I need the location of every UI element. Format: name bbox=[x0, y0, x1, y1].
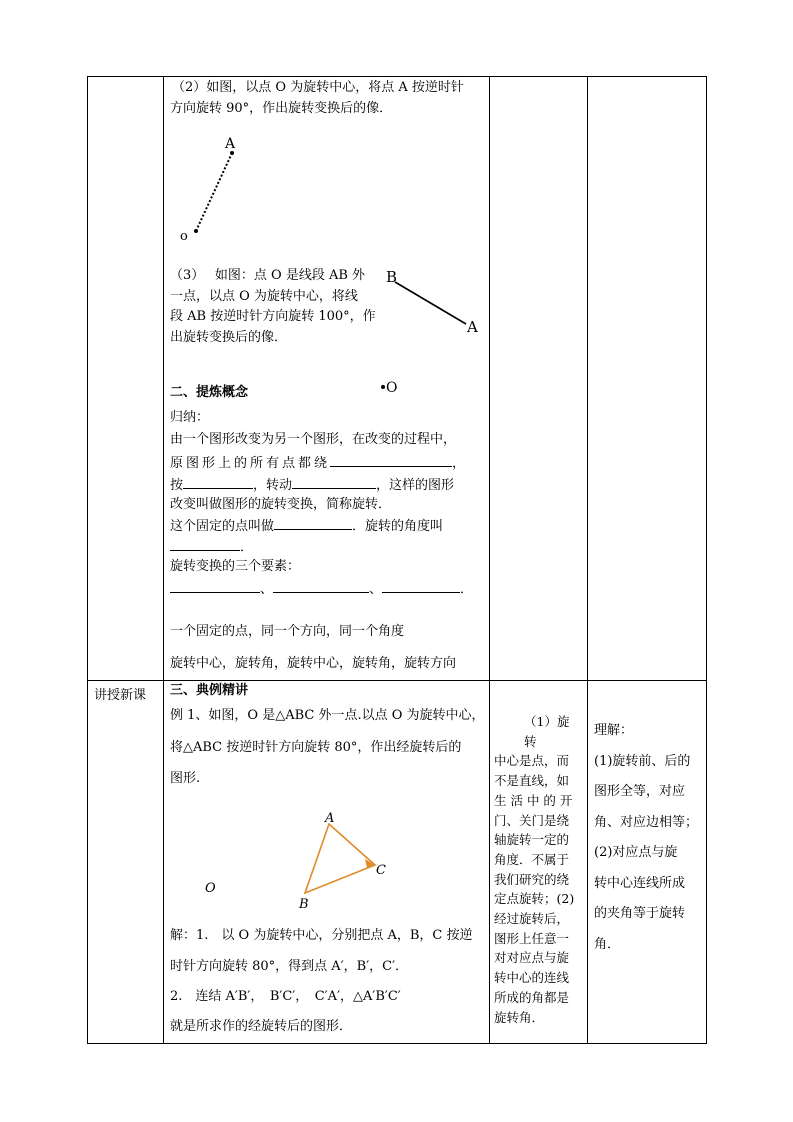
q2-line2: 方向旋转 90°，作出旋转变换后的像． bbox=[170, 101, 393, 116]
note-line: 中心是点，而 bbox=[494, 753, 570, 769]
fig3-label-C: C bbox=[376, 863, 386, 878]
def-line5-b: ．旋转的角度叫 bbox=[352, 519, 444, 534]
def-line6-end: ． bbox=[240, 540, 254, 555]
q3-line2: 一点，以点 O 为旋转中心，将线 bbox=[170, 289, 358, 304]
fig3-label-O: O bbox=[205, 881, 216, 896]
understanding-column bbox=[594, 716, 704, 960]
fig2-label-B: B bbox=[386, 268, 398, 286]
understanding-line: 理解： bbox=[594, 723, 634, 738]
q3-line1: （3） 如图：点 O 是线段 AB 外 bbox=[170, 268, 366, 283]
figure-triangle-ABC bbox=[195, 800, 405, 915]
understanding-line: (1)旋转前、后的 bbox=[594, 753, 691, 769]
understanding-line: 角． bbox=[594, 936, 621, 952]
def-line3-b: ，转动 bbox=[253, 478, 293, 493]
note-line: 门、关门是绕 bbox=[494, 812, 570, 828]
elements-blanks bbox=[170, 578, 473, 600]
blank-angle bbox=[292, 474, 376, 489]
def-line4: 改变叫做图形的旋转变换，简称旋转． bbox=[170, 497, 392, 512]
fig1-label-O: o bbox=[180, 229, 188, 244]
col-divider-3 bbox=[587, 77, 588, 1043]
induce-label: 归纳： bbox=[170, 410, 210, 425]
def-line5 bbox=[170, 515, 443, 537]
dotted-segment-OA bbox=[196, 153, 232, 231]
segment-AB bbox=[395, 282, 466, 324]
note-line: 定点旋转；(2) bbox=[494, 891, 575, 907]
note-line: 不是直线，如 bbox=[494, 773, 570, 789]
solution-line2: 时针方向旋转 80°，得到点 A′，B′，C′． bbox=[170, 959, 409, 974]
figure-segment-rotation bbox=[378, 262, 484, 397]
elements-end: ． bbox=[460, 582, 474, 597]
q2-line1: （2）如图，以点 O 为旋转中心，将点 A 按逆时针 bbox=[172, 80, 464, 95]
example-line3: 图形. bbox=[170, 771, 201, 786]
def-line1: 由一个图形改变为另一个图形，在改变的过程中， bbox=[170, 432, 457, 447]
def-line3 bbox=[170, 474, 454, 496]
blank-rotation-angle bbox=[170, 536, 240, 551]
example-heading: 三、典例精讲 bbox=[170, 683, 249, 698]
blank-element-1 bbox=[170, 578, 260, 593]
understanding-line: (2)对应点与旋 bbox=[594, 845, 678, 860]
fig2-point-O bbox=[381, 385, 385, 389]
note-line: 轴旋转一定的 bbox=[494, 832, 570, 848]
teaching-note-column bbox=[494, 712, 582, 1027]
answer-line2: 旋转中心，旋转角，旋转中心，旋转角，旋转方向 bbox=[170, 656, 457, 671]
example-line1: 例 1、如图，O 是△ABC 外一点.以点 O 为旋转中心， bbox=[170, 708, 485, 723]
fig3-label-A: A bbox=[325, 811, 335, 826]
note-line: 我们研究的绕 bbox=[494, 871, 570, 887]
note-line: 生 活 中 的 开 bbox=[494, 792, 573, 808]
note-line: 旋转角． bbox=[494, 1009, 545, 1025]
triangle-ABC bbox=[305, 824, 375, 893]
concept-heading: 二、提炼概念 bbox=[170, 385, 249, 400]
q3-line3: 段 AB 按逆时针方向旋转 100°，作 bbox=[170, 309, 376, 324]
note-line: 对对应点与旋 bbox=[494, 950, 570, 966]
figure-point-rotation bbox=[170, 130, 270, 250]
answer-line1: 一个固定的点，同一个方向，同一个角度 bbox=[170, 624, 405, 639]
point-O bbox=[194, 229, 198, 233]
elements-sep1: 、 bbox=[260, 582, 274, 597]
def-line2-text: 原图形上的所有点都绕 bbox=[170, 456, 331, 471]
elements-sep2: 、 bbox=[369, 582, 383, 597]
blank-element-3 bbox=[382, 578, 460, 593]
example-line2: 将△ABC 按逆时针方向旋转 80°，作出经旋转后的 bbox=[170, 740, 462, 755]
note-line: 所成的角都是 bbox=[494, 989, 570, 1005]
fig2-label-A: A bbox=[467, 318, 478, 336]
def-line6 bbox=[170, 536, 253, 558]
understanding-line: 的夹角等于旋转 bbox=[594, 906, 686, 921]
note-line: 经过旋转后， bbox=[494, 911, 570, 927]
col-divider-2 bbox=[489, 77, 490, 1043]
understanding-line: 角、对应边相等； bbox=[594, 814, 699, 830]
def-line2 bbox=[170, 452, 465, 474]
note-line: 角度．不属于 bbox=[494, 851, 570, 867]
blank-center bbox=[330, 452, 452, 467]
fig2-label-O: O bbox=[386, 380, 398, 396]
note-line: （1）旋 转 bbox=[524, 714, 570, 749]
solution-line1: 解：1. 以 O 为旋转中心，分别把点 A，B，C 按逆 bbox=[170, 928, 473, 943]
def-line5-a: 这个固定的点叫做 bbox=[170, 519, 275, 534]
solution-line3: 2. 连结 A′B′， B′C′， C′A′，△A′B′C′ bbox=[170, 989, 401, 1004]
blank-element-2 bbox=[273, 578, 369, 593]
def-line2-comma: ， bbox=[452, 456, 466, 471]
understanding-line: 转中心连线所成 bbox=[594, 875, 686, 891]
solution-line4: 就是所求作的经旋转后的图形． bbox=[170, 1019, 353, 1034]
elements-label: 旋转变换的三个要素： bbox=[170, 559, 301, 574]
understanding-line: 图形全等，对应 bbox=[594, 784, 686, 799]
note-line: 图形上任意一 bbox=[494, 930, 570, 946]
def-line3-a: 按 bbox=[170, 478, 184, 493]
fig1-label-A: A bbox=[225, 136, 236, 152]
def-line3-c: ，这样的图形 bbox=[376, 478, 455, 493]
blank-direction bbox=[183, 474, 253, 489]
blank-rotation-center bbox=[274, 515, 352, 530]
row-label-teaching: 讲授新课 bbox=[94, 688, 147, 703]
note-line: 转中心的连线 bbox=[494, 970, 570, 986]
fig3-label-B: B bbox=[299, 897, 309, 912]
q3-line4: 出旋转变换后的像． bbox=[170, 330, 288, 345]
col-divider-1 bbox=[163, 77, 164, 1043]
